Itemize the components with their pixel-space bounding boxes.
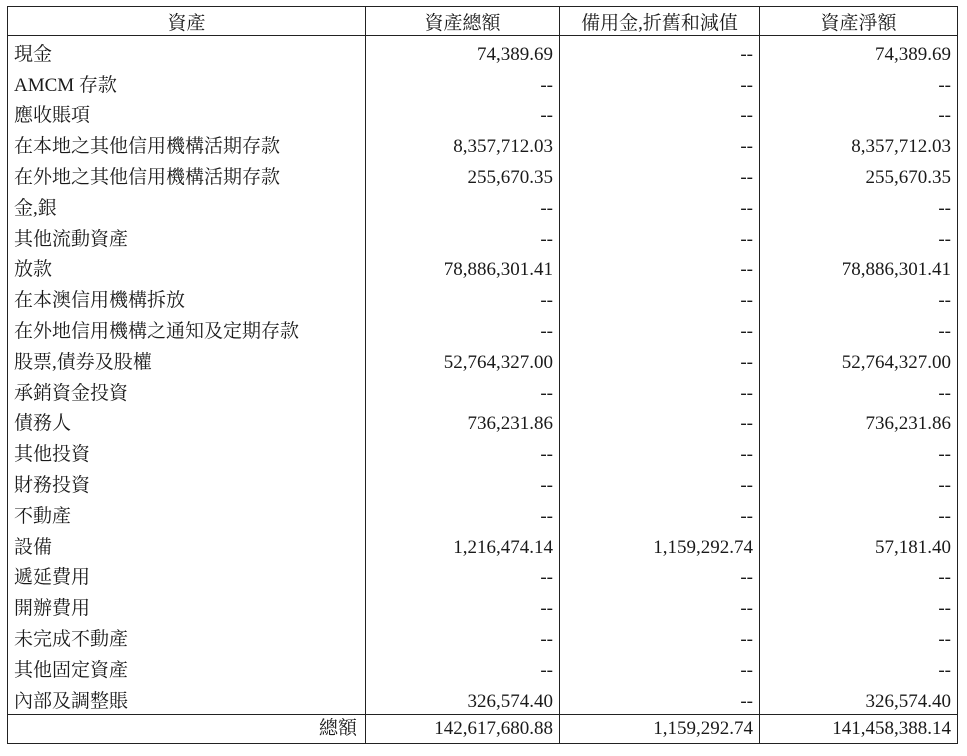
assets-table xyxy=(7,6,958,744)
table-row xyxy=(8,313,958,344)
row-net-value: 57,181.40 xyxy=(760,529,958,560)
row-provision-value: -- xyxy=(560,590,760,621)
row-gross-value: -- xyxy=(366,590,560,621)
row-net-value: 736,231.86 xyxy=(760,406,958,437)
row-gross-value: 78,886,301.41 xyxy=(366,252,560,283)
header-provision: 備用金,折舊和減值 xyxy=(560,7,760,36)
row-item-label: 未完成不動產 xyxy=(8,621,366,652)
table-row xyxy=(8,406,958,437)
row-net-value: 52,764,327.00 xyxy=(760,344,958,375)
row-provision-value: -- xyxy=(560,98,760,129)
row-provision-value: -- xyxy=(560,36,760,67)
table-row xyxy=(8,252,958,283)
row-provision-value: -- xyxy=(560,621,760,652)
row-net-value: -- xyxy=(760,590,958,621)
row-gross-value: 74,389.69 xyxy=(366,36,560,67)
row-item-label: 承銷資金投資 xyxy=(8,375,366,406)
row-provision-value: -- xyxy=(560,282,760,313)
table-body xyxy=(8,36,958,715)
row-item-label: 放款 xyxy=(8,252,366,283)
row-net-value: 74,389.69 xyxy=(760,36,958,67)
row-net-value: -- xyxy=(760,560,958,591)
row-net-value: -- xyxy=(760,652,958,683)
row-net-value: -- xyxy=(760,98,958,129)
total-gross: 142,617,680.88 xyxy=(366,714,560,743)
row-net-value: -- xyxy=(760,621,958,652)
row-net-value: 78,886,301.41 xyxy=(760,252,958,283)
row-item-label: 遞延費用 xyxy=(8,560,366,591)
row-provision-value: -- xyxy=(560,159,760,190)
row-item-label: AMCM 存款 xyxy=(8,67,366,98)
row-gross-value: 736,231.86 xyxy=(366,406,560,437)
row-net-value: -- xyxy=(760,436,958,467)
table-row xyxy=(8,36,958,67)
row-net-value: 255,670.35 xyxy=(760,159,958,190)
row-gross-value: 52,764,327.00 xyxy=(366,344,560,375)
row-provision-value: -- xyxy=(560,375,760,406)
row-item-label: 不動產 xyxy=(8,498,366,529)
row-gross-value: -- xyxy=(366,436,560,467)
row-provision-value: -- xyxy=(560,67,760,98)
header-net: 資產淨額 xyxy=(760,7,958,36)
row-provision-value: -- xyxy=(560,190,760,221)
row-gross-value: 255,670.35 xyxy=(366,159,560,190)
table-row xyxy=(8,128,958,159)
table-row xyxy=(8,344,958,375)
row-item-label: 開辦費用 xyxy=(8,590,366,621)
row-gross-value: 326,574.40 xyxy=(366,683,560,714)
row-gross-value: -- xyxy=(366,190,560,221)
balance-sheet-assets xyxy=(7,6,958,744)
row-net-value: -- xyxy=(760,467,958,498)
row-net-value: -- xyxy=(760,375,958,406)
table-row xyxy=(8,67,958,98)
total-net: 141,458,388.14 xyxy=(760,714,958,743)
table-row xyxy=(8,590,958,621)
row-gross-value: -- xyxy=(366,313,560,344)
table-row xyxy=(8,621,958,652)
row-item-label: 股票,債券及股權 xyxy=(8,344,366,375)
row-item-label: 債務人 xyxy=(8,406,366,437)
table-row xyxy=(8,375,958,406)
row-item-label: 其他流動資產 xyxy=(8,221,366,252)
table-row xyxy=(8,221,958,252)
row-provision-value: -- xyxy=(560,467,760,498)
row-net-value: -- xyxy=(760,67,958,98)
row-gross-value: 8,357,712.03 xyxy=(366,128,560,159)
row-item-label: 在本地之其他信用機構活期存款 xyxy=(8,128,366,159)
row-provision-value: -- xyxy=(560,498,760,529)
row-gross-value: 1,216,474.14 xyxy=(366,529,560,560)
table-row xyxy=(8,560,958,591)
table-row xyxy=(8,98,958,129)
row-provision-value: 1,159,292.74 xyxy=(560,529,760,560)
row-provision-value: -- xyxy=(560,406,760,437)
row-net-value: -- xyxy=(760,313,958,344)
table-total xyxy=(8,714,958,743)
row-provision-value: -- xyxy=(560,221,760,252)
total-provision: 1,159,292.74 xyxy=(560,714,760,743)
row-gross-value: -- xyxy=(366,560,560,591)
table-row xyxy=(8,190,958,221)
table-row xyxy=(8,436,958,467)
row-item-label: 內部及調整賬 xyxy=(8,683,366,714)
row-provision-value: -- xyxy=(560,560,760,591)
table-header xyxy=(8,7,958,36)
row-gross-value: -- xyxy=(366,498,560,529)
table-row xyxy=(8,529,958,560)
row-item-label: 金,銀 xyxy=(8,190,366,221)
row-item-label: 在外地之其他信用機構活期存款 xyxy=(8,159,366,190)
row-gross-value: -- xyxy=(366,652,560,683)
row-net-value: -- xyxy=(760,282,958,313)
row-item-label: 在外地信用機構之通知及定期存款 xyxy=(8,313,366,344)
header-item: 資產 xyxy=(8,7,366,36)
row-gross-value: -- xyxy=(366,467,560,498)
table-row xyxy=(8,652,958,683)
row-gross-value: -- xyxy=(366,98,560,129)
row-provision-value: -- xyxy=(560,436,760,467)
row-item-label: 其他投資 xyxy=(8,436,366,467)
row-gross-value: -- xyxy=(366,221,560,252)
total-row xyxy=(8,714,958,743)
row-provision-value: -- xyxy=(560,683,760,714)
row-item-label: 設備 xyxy=(8,529,366,560)
table-row xyxy=(8,282,958,313)
table-row xyxy=(8,159,958,190)
row-gross-value: -- xyxy=(366,621,560,652)
row-provision-value: -- xyxy=(560,652,760,683)
row-provision-value: -- xyxy=(560,344,760,375)
row-provision-value: -- xyxy=(560,128,760,159)
total-label: 總額 xyxy=(8,714,366,743)
row-item-label: 在本澳信用機構拆放 xyxy=(8,282,366,313)
row-net-value: 8,357,712.03 xyxy=(760,128,958,159)
row-item-label: 財務投資 xyxy=(8,467,366,498)
row-item-label: 應收賬項 xyxy=(8,98,366,129)
table-row xyxy=(8,498,958,529)
row-item-label: 其他固定資產 xyxy=(8,652,366,683)
row-provision-value: -- xyxy=(560,252,760,283)
row-net-value: 326,574.40 xyxy=(760,683,958,714)
row-provision-value: -- xyxy=(560,313,760,344)
row-net-value: -- xyxy=(760,498,958,529)
row-net-value: -- xyxy=(760,190,958,221)
table-row xyxy=(8,467,958,498)
row-gross-value: -- xyxy=(366,282,560,313)
row-item-label: 現金 xyxy=(8,36,366,67)
header-gross: 資產總額 xyxy=(366,7,560,36)
row-gross-value: -- xyxy=(366,67,560,98)
row-net-value: -- xyxy=(760,221,958,252)
table-row xyxy=(8,683,958,714)
row-gross-value: -- xyxy=(366,375,560,406)
